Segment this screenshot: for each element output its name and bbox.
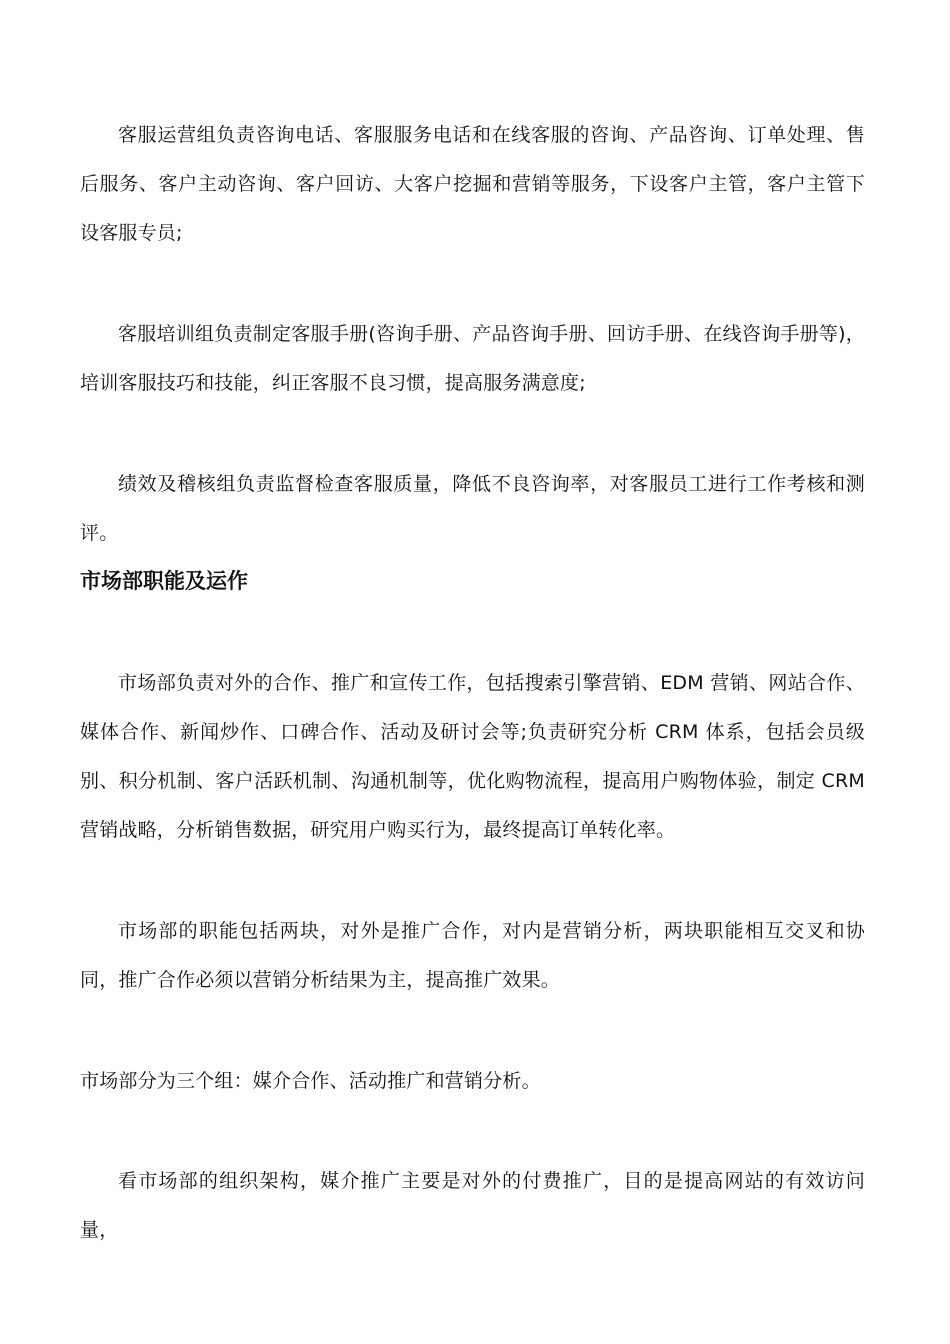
paragraph-marketing-functions: 市场部的职能包括两块，对外是推广合作，对内是营销分析，两块职能相互交叉和协同，推广合作必须以营销分析结果为主，提高推广效果。 bbox=[80, 920, 865, 991]
paragraph-marketing-duties: 市场部负责对外的合作、推广和宣传工作，包括搜索引擎营销、EDM 营销、网站合作、媒体合作、新闻炒作、口碑合作、活动及研讨会等;负责研究分析 CRM 体系，包括会员级别、积分机制、客户活跃机制、沟通机制等，优化购物流程，提高用户购物体验，制定 CRM 营销战略，分析销售数据，研究用户购买行为，最终提高订单转化率。 bbox=[80, 672, 865, 841]
paragraph-performance-audit: 绩效及稽核组负责监督检查客服质量，降低不良咨询率，对客服员工进行工作考核和测评。 bbox=[80, 473, 865, 544]
paragraph-marketing-org: 看市场部的组织架构，媒介推广主要是对外的付费推广，目的是提高网站的有效访问量， bbox=[80, 1170, 865, 1241]
paragraph-marketing-groups: 市场部分为三个组：媒介合作、活动推广和营销分析。 bbox=[80, 1070, 541, 1092]
section-heading-marketing: 市场部职能及运作 bbox=[80, 569, 248, 593]
paragraph-customer-service-ops: 客服运营组负责咨询电话、客服服务电话和在线客服的咨询、产品咨询、订单处理、售后服务、客户主动咨询、客户回访、大客户挖掘和营销等服务，下设客户主管，客户主管下设客服专员; bbox=[80, 124, 865, 244]
paragraph-customer-service-training: 客服培训组负责制定客服手册(咨询手册、产品咨询手册、回访手册、在线咨询手册等)，培训客服技巧和技能，纠正客服不良习惯，提高服务满意度; bbox=[80, 323, 865, 394]
